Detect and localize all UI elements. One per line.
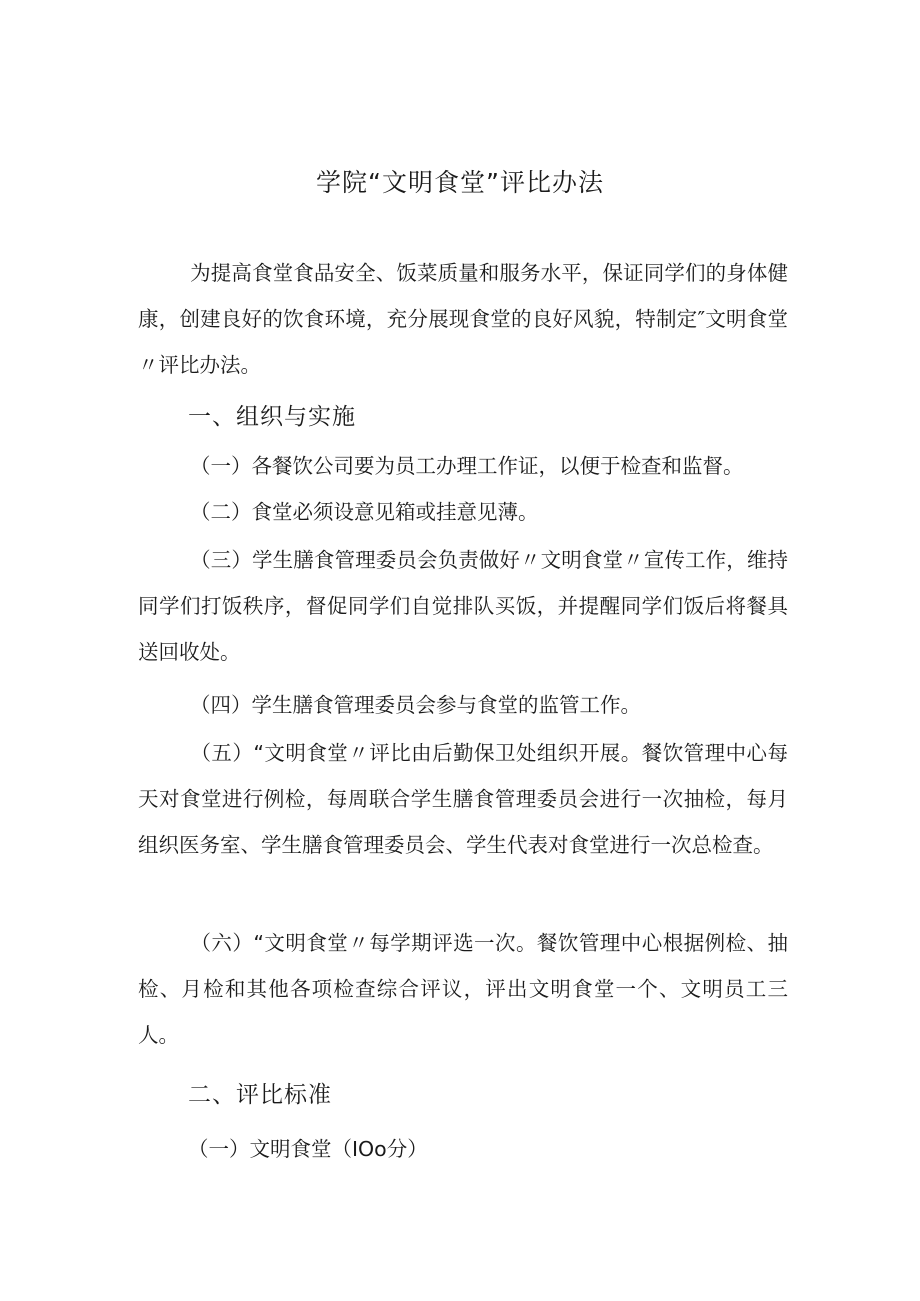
- section-heading-criteria: 二、评比标准: [188, 1082, 332, 1108]
- item-text: （四）学生膳食管理委员会参与食堂的监管工作。: [190, 693, 641, 717]
- item-text: （六）“文明食堂〃每学期评选一次。餐饮管理中心根据例检、抽检、月检和其他各项检查综合评议，评出文明食堂一个、文明员工三人。: [138, 931, 788, 1047]
- section1-item-5: [138, 730, 788, 868]
- intro-text: 为提高食堂食品安全、饭菜质量和服务水平，保证同学们的身体健康，创建良好的饮食环境，充分展现食堂的良好风貌，特制定″文明食堂〃评比办法。: [138, 261, 788, 377]
- section1-item-4: [138, 682, 788, 728]
- item-text: （五）“文明食堂〃评比由后勤保卫处组织开展。餐饮管理中心每天对食堂进行例检，每周联合学生膳食管理委员会进行一次抽检，每月组织医务室、学生膳食管理委员会、学生代表对食堂进行一次总检查。: [138, 741, 788, 857]
- section-heading-organization: 一、组织与实施: [188, 404, 356, 430]
- item-text: （二）食堂必须设意见箱或挂意见薄。: [190, 500, 539, 524]
- item-text: （三）学生膳食管理委员会负责做好〃文明食堂〃宣传工作，维持同学们打饭秩序，督促同学们自觉排队买饭，并提醒同学们饭后将餐具送回收处。: [138, 548, 788, 664]
- document-title: 学院“文明食堂”评比办法: [316, 168, 604, 197]
- subsection-heading-civilized-canteen: （一）文明食堂（IOo分）: [188, 1137, 428, 1161]
- section1-item-1: [138, 443, 788, 489]
- item-text: （一）各餐饮公司要为员工办理工作证，以便于检查和监督。: [190, 454, 744, 478]
- section1-item-3: [138, 537, 788, 675]
- intro-paragraph: [138, 250, 788, 388]
- section1-item-2: [138, 489, 788, 535]
- section1-item-6: [138, 920, 788, 1058]
